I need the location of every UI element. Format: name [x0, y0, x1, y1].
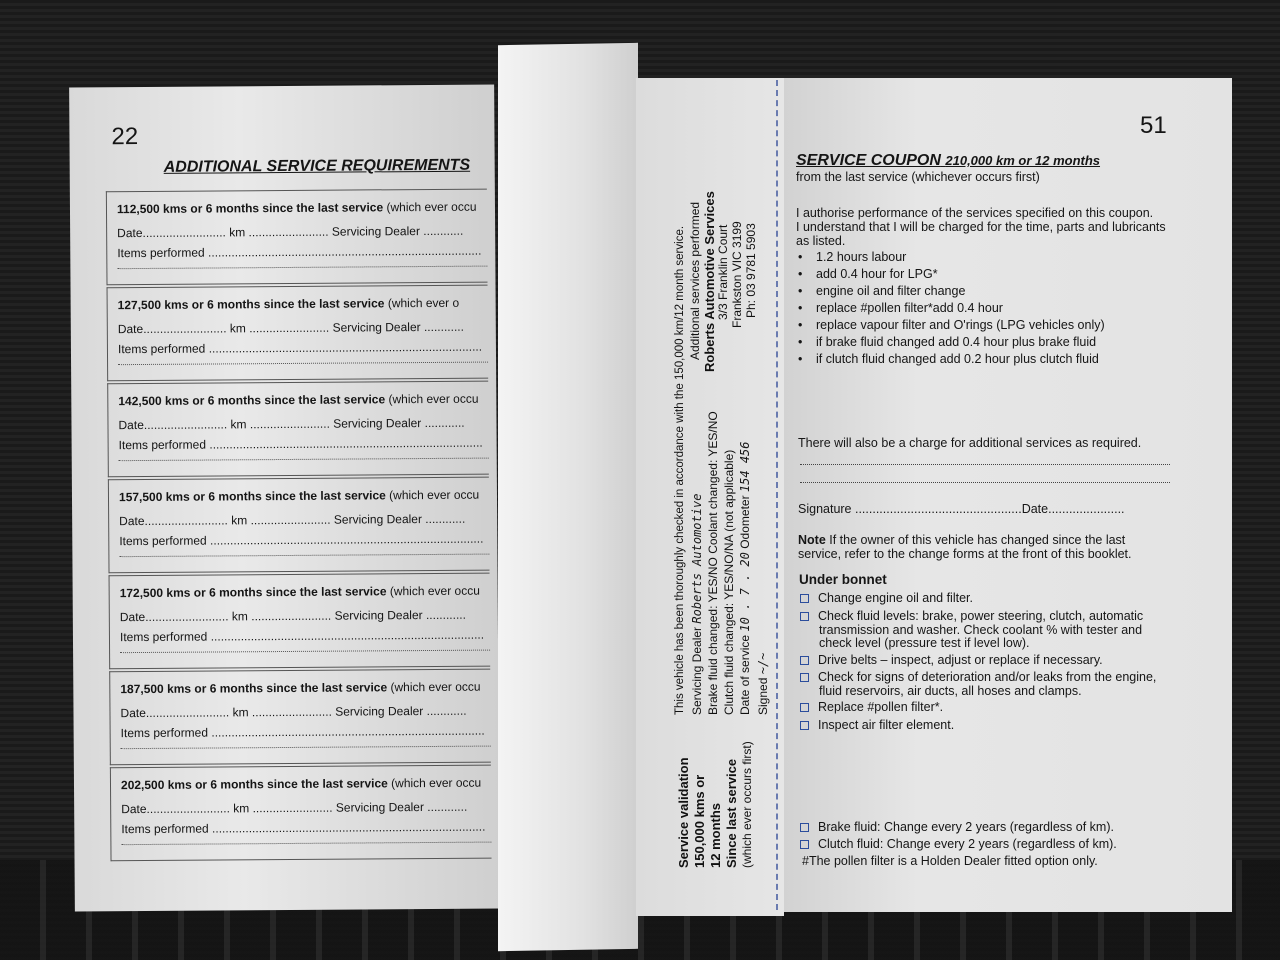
- servicing-dealer-label: Servicing Dealer: [690, 626, 704, 715]
- validation-title-3: 12 months: [708, 802, 723, 868]
- dealer-label: Servicing Dealer: [331, 224, 420, 239]
- dealer-label: Servicing Dealer: [335, 800, 424, 815]
- km-label: km: [231, 513, 248, 528]
- km-label: km: [232, 705, 249, 720]
- checklist-text-cont: transmission and washer. Check coolant % with tester and: [819, 623, 1143, 637]
- checkbox-icon: [800, 612, 809, 621]
- checklist-text: Replace #pollen filter*.: [818, 700, 944, 714]
- coupon-interval: 210,000 km or 12 months: [945, 153, 1101, 168]
- date-label: Date: [117, 225, 143, 241]
- labour-item: • if clutch fluid changed add 0.2 hour plus clutch fluid: [816, 352, 1099, 366]
- checkbox-icon: [800, 840, 809, 849]
- checklist-item: [800, 700, 943, 714]
- service-interval: 172,500 kms or 6 months since the last service: [119, 584, 387, 601]
- checklist-text-cont: fluid reservoirs, air ducts, all hoses and clamps.: [819, 684, 1082, 698]
- items-label: Items performed: [119, 629, 208, 645]
- date-of-service-line: [738, 442, 752, 716]
- checklist-text: Drive belts – inspect, adjust or replace if necessary.: [818, 653, 1103, 667]
- odometer-handwritten: 154 456: [738, 441, 752, 493]
- items-label: Items performed: [118, 437, 207, 453]
- service-block: 172,500 kms or 6 months since the last service (which ever occu Date......................... km ........................ Servicing Dealer ............ Items performed ..................................................................................: [109, 573, 491, 670]
- brake-fluid-line: Brake fluid changed: YES/NO Coolant changed: YES/NO: [706, 411, 720, 715]
- date-label: Date: [120, 705, 146, 721]
- items-label: Items performed: [120, 725, 209, 741]
- perforation-line: [776, 80, 778, 910]
- dotted-line: [800, 464, 1170, 465]
- km-label: km: [229, 225, 246, 240]
- service-interval: 202,500 kms or 6 months since the last service: [120, 776, 388, 793]
- service-block: 112,500 kms or 6 months since the last service (which ever occu Date......................... km ........................ Servicing Dealer ............ Items performed ..................................................................................: [106, 189, 488, 286]
- service-interval: 157,500 kms or 6 months since the last service: [118, 488, 386, 505]
- date-label: Date: [1021, 502, 1049, 516]
- dotted-line: [121, 746, 491, 750]
- dealer-label: Servicing Dealer: [333, 416, 422, 431]
- labour-item: • replace vapour filter and O'rings (LPG vehicles only): [816, 318, 1105, 332]
- additional-services-line: Additional services performed: [688, 201, 702, 360]
- date-of-service-label: Date of service: [738, 634, 752, 715]
- items-label: Items performed: [119, 533, 207, 549]
- km-label: km: [230, 417, 247, 432]
- owner-note-1: [798, 533, 1125, 547]
- date-label: Date: [119, 513, 145, 529]
- service-interval-suffix: (which ever occu: [390, 679, 481, 695]
- checklist-text-cont: check level (pressure test if level low).: [819, 636, 1030, 650]
- validation-title-4: Since last service: [724, 758, 739, 868]
- service-interval: 142,500 kms or 6 months since the last service: [118, 392, 386, 409]
- date-label: Date: [119, 609, 146, 625]
- dotted-line: [800, 482, 1170, 483]
- items-label: Items performed: [117, 245, 205, 261]
- stamp-city: Frankston VIC 3199: [730, 221, 744, 328]
- service-interval: 127,500 kms or 6 months since the last service: [117, 296, 385, 313]
- fluid-note-text: Brake fluid: Change every 2 years (regardless of km).: [818, 820, 1114, 834]
- authorise-text-3: as listed.: [796, 234, 846, 248]
- service-block: 187,500 kms or 6 months since the last service (which ever occu Date......................... km ........................ Servicing Dealer ............ Items performed ..................................................................................: [109, 669, 491, 766]
- signature-label: Signature: [798, 502, 852, 516]
- service-block: 157,500 kms or 6 months since the last service (which ever occu Date......................... km ........................ Servicing Dealer ............ Items performed ..................................................................................: [108, 477, 490, 574]
- dealer-label: Servicing Dealer: [332, 320, 421, 335]
- labour-item: • add 0.4 hour for LPG*: [816, 267, 938, 281]
- page-number-left: 22: [111, 123, 139, 151]
- service-interval-suffix: (which ever occu: [391, 775, 482, 791]
- date-label: Date: [117, 321, 144, 337]
- odometer-label: Odometer: [738, 495, 752, 549]
- items-label: Items performed: [117, 341, 206, 357]
- validation-title-2: 150,000 kms or: [692, 774, 707, 868]
- checkbox-icon: [800, 703, 809, 712]
- checklist-text: Check for signs of deterioration and/or leaks from the engine,: [818, 670, 1157, 684]
- dotted-line: [119, 554, 489, 558]
- dotted-line: [119, 458, 489, 462]
- service-interval: 112,500 kms or 6 months since the last service: [116, 200, 384, 217]
- signed-line: [756, 653, 770, 715]
- checklist-item: [800, 591, 973, 605]
- service-interval-suffix: (which ever occu: [389, 487, 480, 503]
- stamp-dealer-name: Roberts Automotive Services: [702, 191, 717, 372]
- right-page: [784, 78, 1232, 912]
- fluid-note-text: Clutch fluid: Change every 2 years (regardless of km).: [818, 837, 1117, 851]
- note-bold: Note: [798, 533, 826, 547]
- signed-label: Signed: [756, 677, 770, 715]
- torn-folded-page: [498, 43, 638, 951]
- charge-note: There will also be a charge for additional services as required.: [798, 436, 1142, 450]
- dotted-line: [120, 650, 490, 654]
- page-number-right: 51: [1140, 112, 1167, 139]
- page-title: ADDITIONAL SERVICE REQUIREMENTS: [163, 156, 471, 176]
- authorise-text-1: I authorise performance of the services specified on this coupon.: [796, 206, 1154, 220]
- validation-title-5: (which ever occurs first): [740, 741, 754, 868]
- labour-item: • engine oil and filter change: [816, 284, 965, 298]
- service-interval-suffix: (which ever occu: [388, 391, 479, 407]
- service-block: 142,500 kms or 6 months since the last service (which ever occu Date......................... km ........................ Servicing Dealer ............ Items performed ..................................................................................: [107, 381, 489, 478]
- stamp-phone: Ph: 03 9781 5903: [744, 223, 758, 318]
- km-label: km: [231, 609, 248, 624]
- authorise-text-2: I understand that I will be charged for the time, parts and lubricants: [796, 220, 1166, 234]
- service-interval: 187,500 kms or 6 months since the last service: [120, 680, 388, 697]
- checkbox-icon: [800, 823, 809, 832]
- under-bonnet-title: Under bonnet: [799, 572, 887, 587]
- service-interval-suffix: (which ever o: [387, 295, 460, 311]
- pollen-note: #The pollen filter is a Holden Dealer fitted option only.: [802, 854, 1098, 868]
- labour-item: • 1.2 hours labour: [816, 250, 906, 264]
- checked-statement: This vehicle has been thoroughly checked in accordance with the 150,000 km/12 month service.: [674, 225, 686, 715]
- dealer-label: Servicing Dealer: [335, 704, 424, 719]
- items-label: Items performed: [121, 821, 209, 837]
- km-label: km: [229, 321, 246, 336]
- checklist-item: [800, 609, 1143, 623]
- left-page: [69, 85, 500, 912]
- owner-note-2: service, refer to the change forms at the front of this booklet.: [798, 547, 1132, 561]
- labour-item: • if brake fluid changed add 0.4 hour plus brake fluid: [816, 335, 1096, 349]
- service-interval-suffix: (which ever occu: [389, 583, 480, 599]
- dotted-line: [118, 362, 488, 366]
- checklist-text: Inspect air filter element.: [818, 718, 955, 732]
- checklist-item: [800, 670, 1156, 684]
- checkbox-icon: [800, 656, 809, 665]
- dotted-line: [121, 842, 491, 846]
- service-interval-suffix: (which ever occu: [386, 199, 477, 215]
- checklist-text: Check fluid levels: brake, power steering, clutch, automatic: [818, 609, 1144, 623]
- coupon-title-line: [796, 152, 1100, 170]
- dealer-handwritten: Roberts Automotive: [690, 493, 704, 624]
- labour-item: • replace #pollen filter*add 0.4 hour: [816, 301, 1003, 315]
- service-block: 202,500 kms or 6 months since the last service (which ever occu Date......................... km ........................ Servicing Dealer ............ Items performed ..................................................................................: [110, 765, 492, 862]
- validation-title-1: Service validation: [676, 757, 691, 868]
- fluid-note: [800, 837, 1117, 851]
- fluid-note: [800, 820, 1114, 834]
- coupon-title: SERVICE COUPON: [796, 152, 941, 169]
- stamp-address: 3/3 Franklin Court: [716, 224, 730, 320]
- date-handwritten: 10 . 7 . 20: [738, 552, 752, 632]
- km-label: km: [233, 801, 250, 816]
- checklist-item: [800, 653, 1103, 667]
- date-label: Date: [121, 801, 147, 817]
- checklist-item: [800, 718, 954, 732]
- clutch-fluid-line: Clutch fluid changed: YES/NO/NA (not applicable): [722, 449, 736, 715]
- service-block: 127,500 kms or 6 months since the last service (which ever o Date......................... km ........................ Servicing Dealer ............ Items performed ..................................................................................: [107, 285, 489, 382]
- note-text: If the owner of this vehicle has changed since the last: [829, 533, 1126, 547]
- servicing-dealer-line: [690, 494, 704, 715]
- dealer-label: Servicing Dealer: [333, 512, 422, 527]
- checkbox-icon: [800, 673, 809, 682]
- signature-line: Signature ................................................Date......................: [798, 502, 1125, 516]
- checklist-text: Change engine oil and filter.: [818, 591, 973, 605]
- coupon-subtitle: from the last service (whichever occurs first): [796, 170, 1040, 184]
- checkbox-icon: [800, 594, 809, 603]
- dotted-line: [117, 266, 487, 270]
- date-label: Date: [118, 417, 144, 433]
- dealer-label: Servicing Dealer: [334, 608, 423, 623]
- signature-scribble: ~/~: [756, 652, 770, 675]
- checkbox-icon: [800, 721, 809, 730]
